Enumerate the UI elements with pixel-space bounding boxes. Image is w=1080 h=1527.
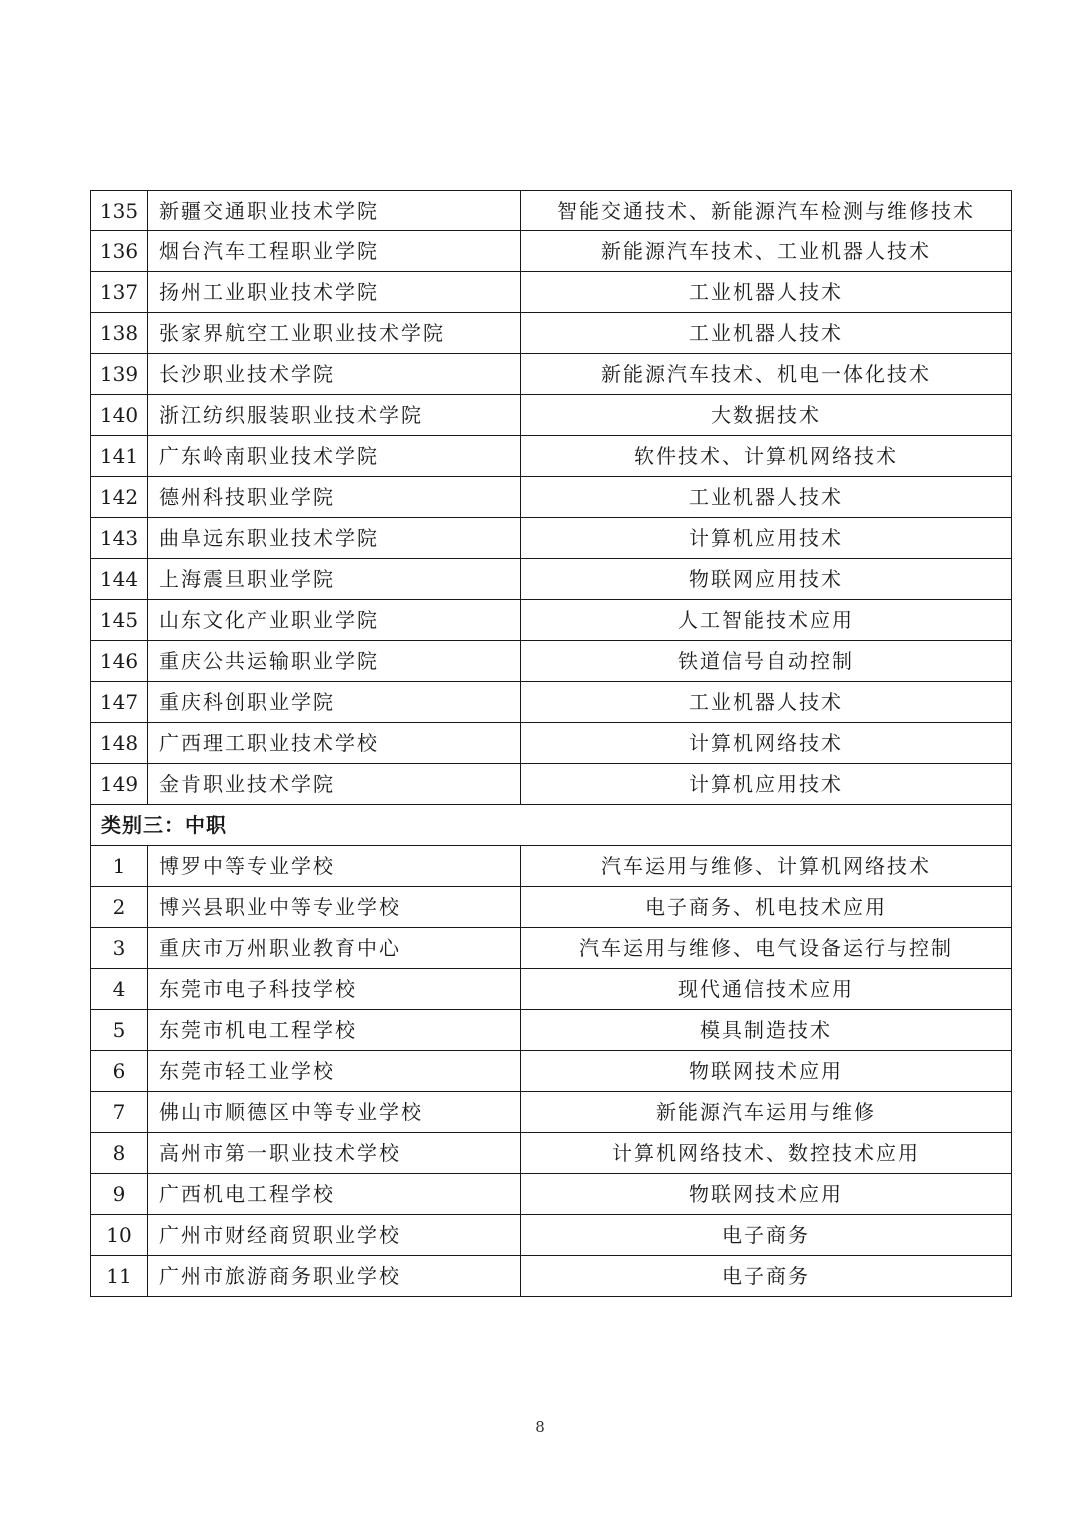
- row-number: 149: [91, 764, 148, 805]
- secondary-vocational-body: [91, 846, 1012, 1297]
- school-name: 东莞市机电工程学校: [148, 1010, 521, 1051]
- table-row: [91, 477, 1012, 518]
- school-list-table: [90, 190, 1012, 1297]
- row-number: 136: [91, 231, 148, 272]
- row-number: 1: [91, 846, 148, 887]
- school-name: 烟台汽车工程职业学院: [148, 231, 521, 272]
- row-number: 9: [91, 1174, 148, 1215]
- row-number: 8: [91, 1133, 148, 1174]
- table-row: [91, 1051, 1012, 1092]
- row-number: 7: [91, 1092, 148, 1133]
- row-number: 147: [91, 682, 148, 723]
- table-row: [91, 969, 1012, 1010]
- major-name: 软件技术、计算机网络技术: [521, 436, 1012, 477]
- school-name: 浙江纺织服装职业技术学院: [148, 395, 521, 436]
- row-number: 138: [91, 313, 148, 354]
- higher-vocational-body: [91, 191, 1012, 805]
- table-row: [91, 313, 1012, 354]
- table-row: [91, 1256, 1012, 1297]
- category-section: [91, 805, 1012, 846]
- major-name: 汽车运用与维修、计算机网络技术: [521, 846, 1012, 887]
- major-name: 物联网应用技术: [521, 559, 1012, 600]
- table-row: [91, 641, 1012, 682]
- row-number: 148: [91, 723, 148, 764]
- row-number: 2: [91, 887, 148, 928]
- table-row: [91, 518, 1012, 559]
- table-row: [91, 559, 1012, 600]
- school-name: 重庆公共运输职业学院: [148, 641, 521, 682]
- row-number: 3: [91, 928, 148, 969]
- major-name: 智能交通技术、新能源汽车检测与维修技术: [521, 191, 1012, 231]
- table-row: [91, 846, 1012, 887]
- table-row: [91, 1010, 1012, 1051]
- row-number: 143: [91, 518, 148, 559]
- school-name: 博兴县职业中等专业学校: [148, 887, 521, 928]
- table-row: [91, 682, 1012, 723]
- row-number: 5: [91, 1010, 148, 1051]
- major-name: 计算机应用技术: [521, 764, 1012, 805]
- major-name: 计算机网络技术: [521, 723, 1012, 764]
- major-name: 新能源汽车运用与维修: [521, 1092, 1012, 1133]
- table-row: [91, 1174, 1012, 1215]
- major-name: 现代通信技术应用: [521, 969, 1012, 1010]
- page-number: 8: [535, 1418, 545, 1436]
- school-name: 广东岭南职业技术学院: [148, 436, 521, 477]
- school-name: 张家界航空工业职业技术学院: [148, 313, 521, 354]
- school-name: 重庆市万州职业教育中心: [148, 928, 521, 969]
- major-name: 模具制造技术: [521, 1010, 1012, 1051]
- major-name: 铁道信号自动控制: [521, 641, 1012, 682]
- table-row: [91, 764, 1012, 805]
- row-number: 10: [91, 1215, 148, 1256]
- major-name: 汽车运用与维修、电气设备运行与控制: [521, 928, 1012, 969]
- category-heading: 类别三：中职: [91, 805, 1012, 846]
- major-name: 新能源汽车技术、工业机器人技术: [521, 231, 1012, 272]
- school-name: 广州市旅游商务职业学校: [148, 1256, 521, 1297]
- major-name: 新能源汽车技术、机电一体化技术: [521, 354, 1012, 395]
- table-row: [91, 1215, 1012, 1256]
- major-name: 大数据技术: [521, 395, 1012, 436]
- major-name: 人工智能技术应用: [521, 600, 1012, 641]
- school-name: 高州市第一职业技术学校: [148, 1133, 521, 1174]
- major-name: 计算机应用技术: [521, 518, 1012, 559]
- table-row: [91, 928, 1012, 969]
- row-number: 144: [91, 559, 148, 600]
- row-number: 137: [91, 272, 148, 313]
- row-number: 146: [91, 641, 148, 682]
- row-number: 142: [91, 477, 148, 518]
- row-number: 140: [91, 395, 148, 436]
- major-name: 工业机器人技术: [521, 313, 1012, 354]
- major-name: 电子商务: [521, 1215, 1012, 1256]
- major-name: 物联网技术应用: [521, 1051, 1012, 1092]
- school-name: 上海震旦职业学院: [148, 559, 521, 600]
- major-name: 工业机器人技术: [521, 682, 1012, 723]
- school-name: 博罗中等专业学校: [148, 846, 521, 887]
- row-number: 6: [91, 1051, 148, 1092]
- school-name: 东莞市电子科技学校: [148, 969, 521, 1010]
- school-name: 重庆科创职业学院: [148, 682, 521, 723]
- row-number: 141: [91, 436, 148, 477]
- table-row: [91, 1133, 1012, 1174]
- table-row: [91, 231, 1012, 272]
- table-row: [91, 354, 1012, 395]
- category-row: [91, 805, 1012, 846]
- row-number: 145: [91, 600, 148, 641]
- table-row: [91, 436, 1012, 477]
- table-row: [91, 395, 1012, 436]
- table-row: [91, 191, 1012, 231]
- major-name: 计算机网络技术、数控技术应用: [521, 1133, 1012, 1174]
- major-name: 工业机器人技术: [521, 272, 1012, 313]
- row-number: 4: [91, 969, 148, 1010]
- row-number: 139: [91, 354, 148, 395]
- table-row: [91, 887, 1012, 928]
- table-row: [91, 1092, 1012, 1133]
- table-row: [91, 272, 1012, 313]
- school-name: 广州市财经商贸职业学校: [148, 1215, 521, 1256]
- row-number: 11: [91, 1256, 148, 1297]
- table-row: [91, 600, 1012, 641]
- major-name: 电子商务: [521, 1256, 1012, 1297]
- school-name: 山东文化产业职业学院: [148, 600, 521, 641]
- major-name: 电子商务、机电技术应用: [521, 887, 1012, 928]
- school-name: 广西理工职业技术学校: [148, 723, 521, 764]
- major-name: 工业机器人技术: [521, 477, 1012, 518]
- school-name: 广西机电工程学校: [148, 1174, 521, 1215]
- school-name: 德州科技职业学院: [148, 477, 521, 518]
- table-row: [91, 723, 1012, 764]
- school-name: 长沙职业技术学院: [148, 354, 521, 395]
- major-name: 物联网技术应用: [521, 1174, 1012, 1215]
- row-number: 135: [91, 191, 148, 231]
- school-name: 扬州工业职业技术学院: [148, 272, 521, 313]
- school-name: 佛山市顺德区中等专业学校: [148, 1092, 521, 1133]
- school-name: 新疆交通职业技术学院: [148, 191, 521, 231]
- school-name: 金肯职业技术学院: [148, 764, 521, 805]
- school-name: 曲阜远东职业技术学院: [148, 518, 521, 559]
- school-name: 东莞市轻工业学校: [148, 1051, 521, 1092]
